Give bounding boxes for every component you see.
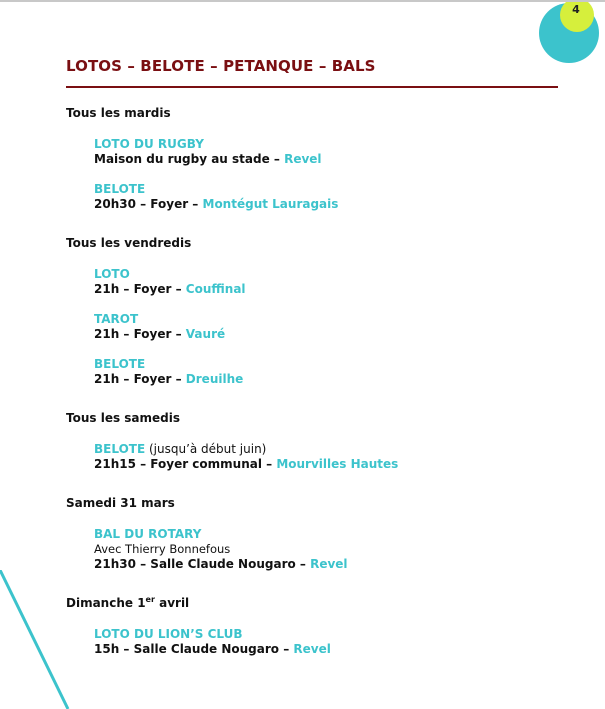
section-heading: Tous les mardis	[66, 106, 171, 120]
event-place: Couffinal	[185, 282, 246, 296]
event-detail: Maison du rugby au stade –	[94, 152, 285, 166]
section-heading: Tous les vendredis	[66, 236, 192, 250]
top-border	[0, 0, 605, 2]
event-place: Montégut Lauragais	[202, 197, 339, 211]
section-heading: Dimanche 1er avril	[66, 595, 190, 610]
event-subtitle: Avec Thierry Bonnefous	[94, 542, 231, 556]
event-place: Mourvilles Hautes	[276, 457, 399, 471]
page-number: 4	[572, 3, 580, 16]
event-name: BELOTE	[94, 357, 146, 371]
section-heading: Samedi 31 mars	[66, 496, 175, 510]
event-name: BELOTE	[94, 442, 146, 456]
event-name: BELOTE	[94, 182, 146, 196]
section-samedi-31-mars	[66, 496, 566, 572]
event-place: Revel	[293, 642, 331, 656]
event-name: LOTO DU LION’S CLUB	[94, 627, 243, 641]
event-item	[94, 312, 566, 342]
event-place: Revel	[284, 152, 322, 166]
event-name: LOTO	[94, 267, 130, 281]
event-place: Vauré	[185, 327, 226, 341]
page-title: LOTOS – BELOTE – PETANQUE – BALS	[66, 57, 376, 75]
event-name: LOTO DU RUGBY	[94, 137, 204, 151]
event-item	[94, 527, 566, 572]
event-detail: 21h – Foyer –	[94, 282, 186, 296]
event-place: Revel	[310, 557, 348, 571]
event-place: Dreuilhe	[185, 372, 244, 386]
event-detail: 15h – Salle Claude Nougaro –	[94, 642, 294, 656]
event-detail: 21h15 – Foyer communal –	[94, 457, 277, 471]
event-detail: 20h30 – Foyer –	[94, 197, 203, 211]
section-samedis	[66, 411, 566, 472]
event-item	[94, 627, 566, 657]
title-underline	[66, 86, 558, 88]
section-dimanche-1er-avril	[66, 596, 566, 657]
event-item	[94, 182, 566, 212]
section-mardis	[66, 106, 566, 212]
event-item	[94, 357, 566, 387]
event-detail: 21h30 – Salle Claude Nougaro –	[94, 557, 311, 571]
event-name: TAROT	[94, 312, 139, 326]
event-detail: 21h – Foyer –	[94, 327, 186, 341]
event-list	[66, 106, 566, 681]
event-name: BAL DU ROTARY	[94, 527, 202, 541]
event-item	[94, 442, 566, 472]
section-heading: Tous les samedis	[66, 411, 180, 425]
event-item	[94, 267, 566, 297]
event-detail: 21h – Foyer –	[94, 372, 186, 386]
event-note: (jusqu’à début juin)	[145, 442, 267, 456]
event-item	[94, 137, 566, 167]
section-vendredis	[66, 236, 566, 387]
